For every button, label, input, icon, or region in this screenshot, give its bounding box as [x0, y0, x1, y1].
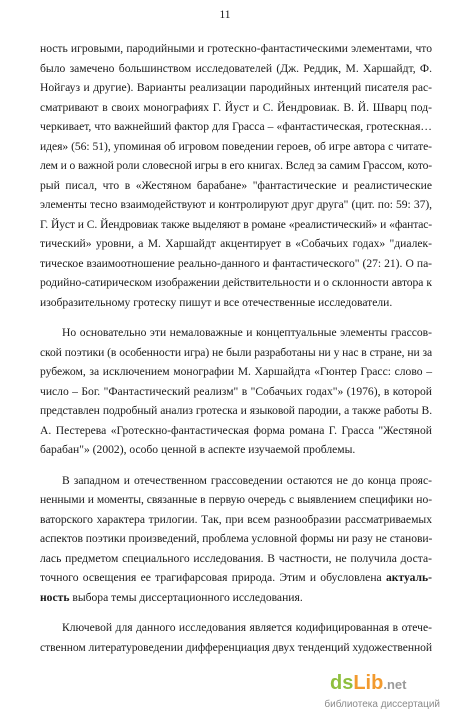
text-line: рый писал, что в «Жестяном барабане» "фантастические и реалистические — [40, 178, 432, 192]
document-body — [40, 39, 432, 657]
dslib-logo — [330, 672, 440, 696]
text-line: черкивает, что важнейший фактор для Грасса – «фантастическая, гротескная… — [40, 120, 432, 133]
text-line: ваторского характера трилогии. Так, при всем разнообразии рассматриваемых — [40, 512, 432, 526]
watermark-subtitle: библиотека диссертаций — [324, 699, 440, 710]
logo-part-lib: Lib — [353, 672, 384, 694]
paragraph-3 — [40, 471, 432, 608]
text-line: Г. Йуст и С. Йендровиак также выделяют в романе «реалистический» и «фантас- — [40, 217, 432, 231]
text-line: аспектов поэтики произведений, проблема условной формы ни разу не станови- — [40, 532, 433, 545]
text-line: было замечено большинством исследователей (Дж. Реддик, М. Харшайдт, Ф. — [40, 61, 432, 75]
paragraph-4 — [40, 618, 432, 657]
emphasis-actuality: актуаль- — [385, 571, 432, 584]
text-line: элементы тесно взаимодействуют и контролируют друг друга" (цит. по: 59: 37), — [40, 198, 432, 211]
text-line: сматривают в своих монографиях Г. Йуст и С. Йендровиак. В. Й. Шварц под- — [40, 100, 432, 114]
text-line: ность игровыми, пародийными и гротескно-фантастическими элементами, что — [40, 42, 432, 55]
text-line: идея» (56: 51), упоминая об игровом поведении героев, об игре автора с читате- — [40, 139, 432, 153]
text-line: представлен подробный анализ гротеска и языковой пародии, а также работы В. — [40, 404, 432, 417]
text-line: изобразительному гротеску пишут и все отечественные исследователи. — [40, 295, 393, 309]
text-line: ской поэтики (в особенности игра) не были разработаны ни у нас в стране, ни за — [40, 345, 432, 359]
paragraph-2 — [40, 323, 432, 460]
text-line — [40, 588, 432, 608]
text-line: тический» уровни, а М. Харшайдт акцентирует в «Собачьих годах» "диалек- — [40, 237, 432, 250]
logo-part-ds: ds — [330, 672, 354, 694]
text-line: лась предметом специального исследования. В частности, не получила доста- — [40, 551, 432, 565]
text-line: рубежом, за исключением монографии М. Харшайдта «Гюнтер Грасс: слово – — [40, 365, 432, 378]
text-line: В западном и отечественном грассоведении остаются не до конца прояс- — [62, 473, 432, 487]
logo-part-domain: .net — [383, 677, 407, 692]
page-number: 11 — [219, 9, 231, 21]
text-line: родийно-сатирическом изображении действительности и о склонности автора к — [40, 276, 432, 289]
text-line — [40, 568, 432, 588]
paragraph-1 — [40, 39, 432, 312]
text-line-segment: выбора темы диссертационного исследования. — [69, 590, 303, 604]
text-line: барабан"» (2002), особо ценной в аспекте изучаемой проблемы. — [40, 443, 356, 456]
text-line-segment: точного освещения ее трагифарсовая природа. Этим и обусловлена — [40, 571, 382, 584]
text-line: Ключевой для данного исследования является кодифицированная в отече- — [62, 621, 432, 634]
text-line: число – Бог. "Фантастический реализм" в "Собачьих годах"» (1976), в которой — [40, 384, 432, 398]
text-line: А. Пестерева «Гротескно-фантастическая форма романа Г. Грасса "Жестяной — [40, 423, 432, 437]
dslib-watermark — [280, 672, 440, 712]
text-line: тическое взаимоотношение реально-данного и фантастического" (27: 21). О па- — [40, 256, 432, 270]
text-line: лем и о важной роли словесной игры в его книгах. Вслед за самим Грассом, кото- — [40, 159, 432, 172]
emphasis-actuality-end: ность — [40, 590, 70, 604]
text-line: Нойгауз и другие). Варианты реализации пародийных интенций писателя рас- — [40, 81, 432, 94]
text-line: ственном литературоведении дифференциация двух тенденций художественной — [40, 640, 433, 654]
text-line: ненными и моменты, связанные в первую очередь с выявлением специфики но- — [40, 493, 432, 506]
text-line: Но основательно эти немаловажные и концептуальные элементы грассов- — [62, 326, 432, 339]
